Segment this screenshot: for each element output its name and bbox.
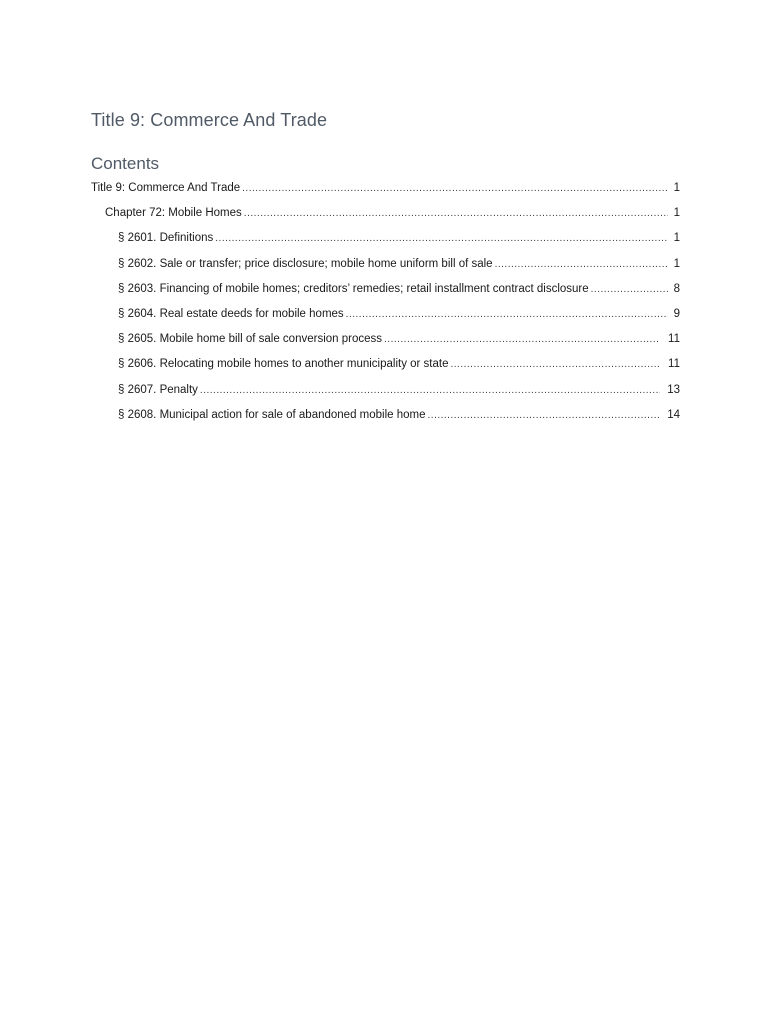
toc-entry-text: § 2604. Real estate deeds for mobile homes (118, 307, 344, 320)
toc-entry-text: § 2607. Penalty (118, 383, 198, 396)
toc-entry-2601[interactable] (91, 228, 680, 253)
toc-page-number: 9 (673, 307, 680, 320)
toc-entry-2606[interactable] (91, 354, 680, 379)
toc-entry-2603[interactable] (91, 279, 680, 304)
toc-dot-leader (200, 381, 660, 401)
toc-entry-2604[interactable] (91, 304, 680, 329)
toc-entry-text: § 2601. Definitions (118, 232, 214, 245)
toc-entry-2605[interactable] (91, 329, 680, 354)
toc-page-number: 1 (673, 257, 680, 270)
toc-entry-text: Chapter 72: Mobile Homes (105, 207, 242, 220)
document-title: Title 9: Commerce And Trade (91, 110, 328, 130)
toc-entry-chapter-72[interactable] (91, 203, 680, 228)
toc-page-number: 8 (673, 282, 680, 295)
toc-page-number: 11 (668, 333, 680, 346)
toc-entry-2607[interactable] (91, 380, 680, 405)
toc-dot-leader (215, 229, 668, 249)
toc-page-number: 1 (673, 207, 680, 220)
toc-dot-leader (451, 355, 661, 375)
toc-page-number: 1 (673, 232, 680, 245)
toc-dot-leader (346, 305, 668, 325)
toc-dot-leader (591, 280, 668, 300)
toc-heading: Contents (91, 154, 160, 173)
toc-page-number: 14 (667, 408, 680, 421)
table-of-contents (91, 178, 680, 430)
toc-page-number: 13 (667, 383, 680, 396)
toc-dot-leader (384, 330, 660, 350)
toc-entry-title-9[interactable] (91, 178, 680, 203)
toc-entry-text: § 2603. Financing of mobile homes; creditors’ remedies; retail installment contract disclosure (118, 282, 589, 295)
toc-entry-text: § 2605. Mobile home bill of sale conversion process (118, 333, 383, 346)
toc-entry-2608[interactable] (91, 405, 680, 430)
toc-dot-leader (495, 255, 668, 275)
toc-entry-text: § 2608. Municipal action for sale of abandoned mobile home (118, 408, 426, 421)
toc-entry-text: § 2602. Sale or transfer; price disclosure; mobile home uniform bill of sale (118, 257, 493, 270)
toc-page-number: 1 (673, 182, 680, 194)
toc-dot-leader (242, 179, 668, 199)
toc-dot-leader (244, 204, 668, 224)
toc-dot-leader (428, 406, 660, 426)
toc-entry-text: § 2606. Relocating mobile homes to another municipality or state (118, 358, 449, 371)
toc-page-number: 11 (668, 358, 680, 371)
toc-entry-text: Title 9: Commerce And Trade (91, 182, 241, 194)
toc-entry-2602[interactable] (91, 254, 680, 279)
